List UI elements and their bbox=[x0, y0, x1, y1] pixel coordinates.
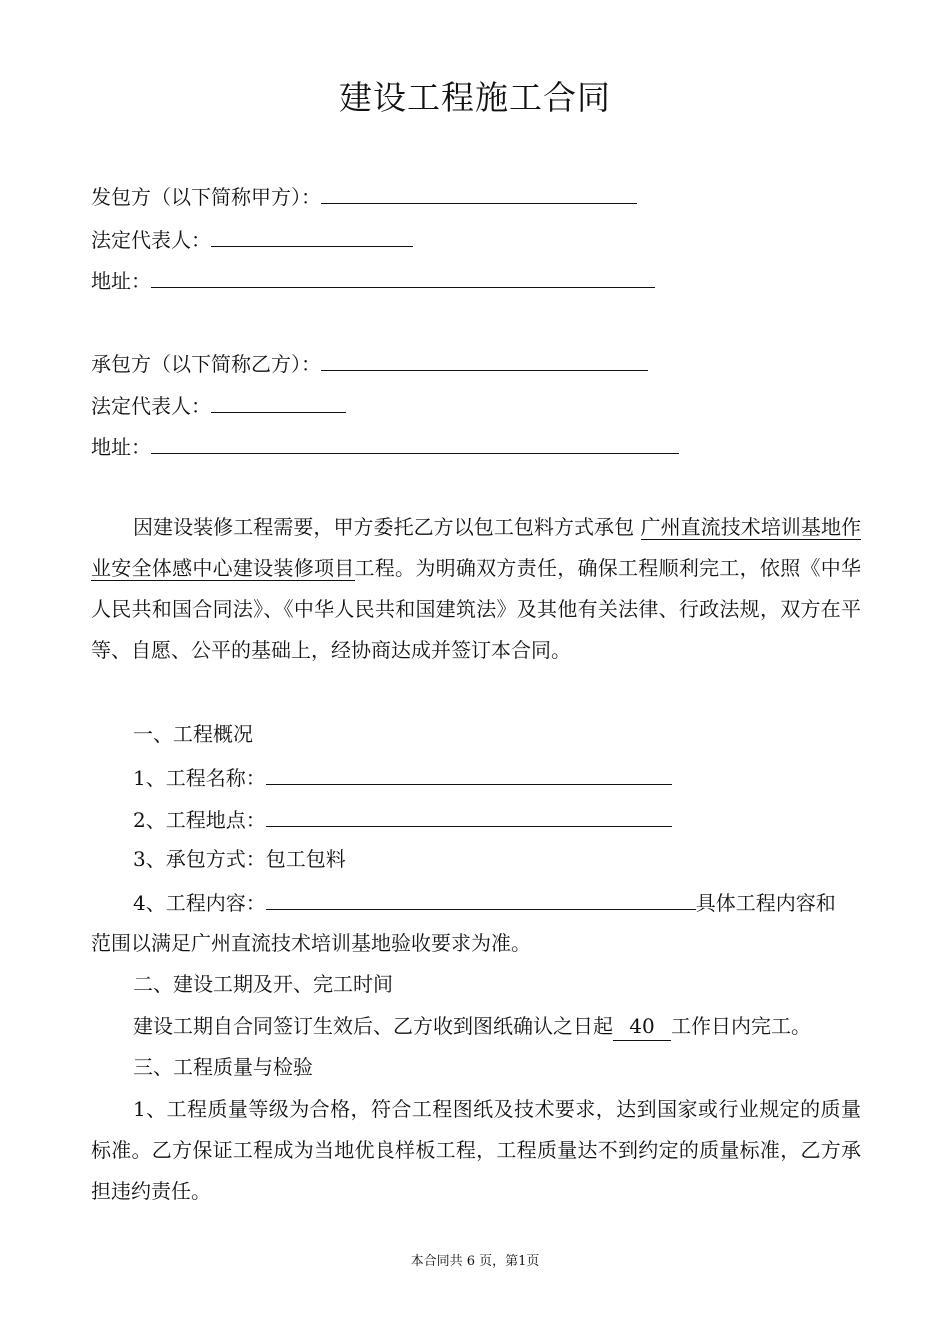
party-a-blank bbox=[321, 181, 637, 204]
item-contract-method: 3、承包方式：包工包料 bbox=[133, 847, 346, 871]
party-a-addr-blank bbox=[151, 265, 655, 288]
party-b-label: 承包方（以下简称乙方）： bbox=[91, 352, 321, 376]
party-b-addr-line bbox=[91, 431, 679, 461]
intro-before: 因建设装修工程需要，甲方委托乙方以包工包料方式承包 bbox=[133, 515, 635, 539]
party-b-rep-label: 法定代表人： bbox=[91, 394, 211, 418]
page-footer: 本合同共 6 页，第1页 bbox=[410, 1254, 540, 1269]
party-a-label: 发包方（以下简称甲方）： bbox=[91, 185, 321, 209]
party-b-rep-line bbox=[91, 390, 346, 420]
item-project-location bbox=[133, 804, 672, 834]
project-name-blank bbox=[266, 762, 672, 785]
section3-heading: 三、工程质量与检验 bbox=[133, 1055, 313, 1079]
period-after: 工作日内完工。 bbox=[671, 1014, 811, 1038]
project-location-blank bbox=[266, 804, 672, 827]
item-project-content-cont: 范围以满足广州直流技术培训基地验收要求为准。 bbox=[91, 931, 531, 955]
section1-heading: 一、工程概况 bbox=[133, 722, 253, 746]
intro-paragraph bbox=[91, 507, 861, 671]
party-b-line bbox=[91, 348, 648, 378]
period-days: 40 bbox=[613, 1012, 671, 1041]
project-name: 广州直流技术培训基地作业安全体感中心建设装修项目 bbox=[91, 515, 862, 580]
document-title: 建设工程施工合同 bbox=[339, 78, 611, 117]
item-project-content-after: 具体工程内容和 bbox=[695, 891, 836, 915]
party-a-rep-line bbox=[91, 224, 413, 254]
item-project-location-label: 2、工程地点： bbox=[133, 808, 266, 832]
party-a-addr-label: 地址： bbox=[91, 269, 151, 293]
party-a-addr-line bbox=[91, 265, 655, 295]
party-a-line bbox=[91, 181, 637, 211]
party-b-addr-label: 地址： bbox=[91, 435, 151, 459]
party-a-rep-label: 法定代表人： bbox=[91, 228, 211, 252]
construction-period bbox=[133, 1012, 811, 1041]
party-b-blank bbox=[321, 348, 648, 371]
period-before: 建设工期自合同签订生效后、乙方收到图纸确认之日起 bbox=[133, 1014, 613, 1038]
item-project-content bbox=[133, 887, 836, 917]
intro-after: 工程。为明确双方责任，确保工程顺利完工，依照《中华人民共和国合同法》、《中华人民共和国建筑法》及其他有关法律、行政法规，双方在平等、自愿、公平的基础上，经协商达成并签订本合同。 bbox=[91, 556, 862, 662]
party-b-rep-blank bbox=[211, 390, 346, 413]
project-content-blank bbox=[266, 887, 696, 910]
item-project-name-label: 1、工程名称： bbox=[133, 766, 266, 790]
section2-heading: 二、建设工期及开、完工时间 bbox=[133, 972, 393, 996]
party-b-addr-blank bbox=[151, 431, 679, 454]
item-project-content-label: 4、工程内容： bbox=[133, 891, 266, 915]
item-project-name bbox=[133, 762, 672, 792]
party-a-rep-blank bbox=[211, 224, 413, 247]
quality-paragraph: 1、工程质量等级为合格，符合工程图纸及技术要求，达到国家或行业规定的质量标准。乙方保证工程成为当地优良样板工程，工程质量达不到约定的质量标准，乙方承担违约责任。 bbox=[91, 1097, 861, 1203]
